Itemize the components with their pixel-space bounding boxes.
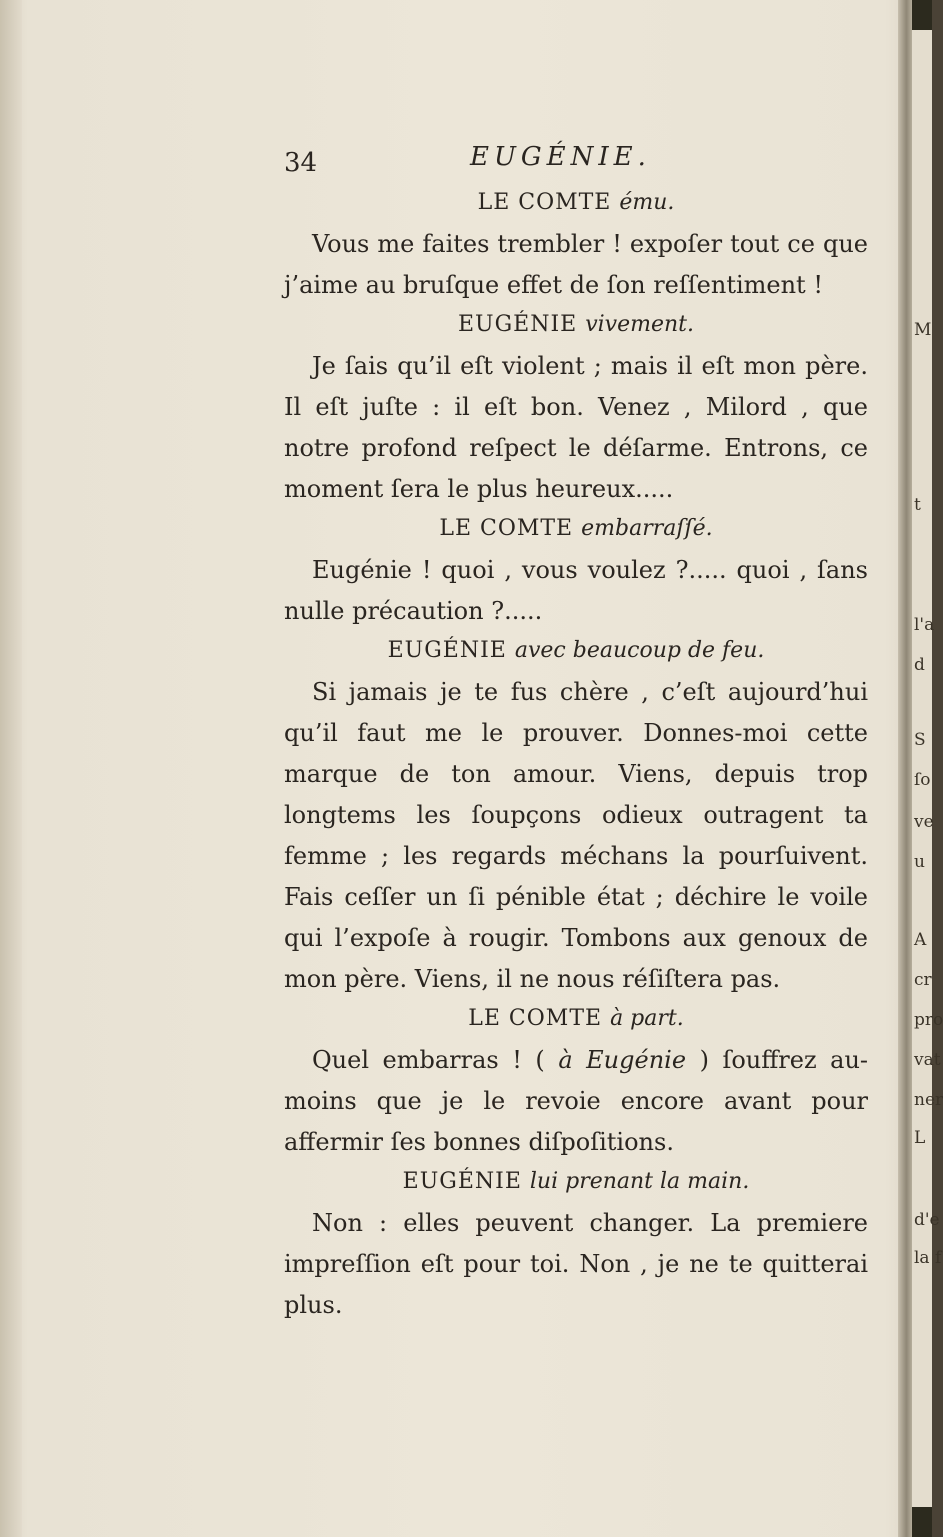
speech-paragraph: Non : elles peuvent changer. La premiere impreſſion eſt pour toi. Non , je ne te quitterai plus. [284, 1209, 868, 1319]
adjacent-text-fragment: pro [914, 1010, 943, 1030]
adjacent-text-fragment: ve [914, 812, 934, 832]
speaker-name: LE COMTE [468, 1006, 603, 1031]
speaker-heading [284, 188, 868, 218]
stage-direction: à part. [610, 1006, 684, 1031]
adjacent-text-fragment: vat [914, 1050, 941, 1070]
adjacent-text-fragment: d'e [914, 1210, 940, 1230]
page-text-block [284, 140, 868, 1328]
speaker-heading [284, 636, 868, 666]
speech-paragraph [284, 1040, 868, 1163]
speech-text: Quel embarras ! ( [312, 1046, 545, 1074]
stage-direction: vivement. [585, 312, 695, 337]
speaker-name: EUGÉNIE [402, 1169, 522, 1194]
running-title: EUGÉNIE. [470, 142, 651, 172]
adjacent-text-fragment: ſo [914, 770, 931, 790]
speech-paragraph: Eugénie ! quoi , vous voulez ?..... quoi , ſans nulle précaution ?..... [284, 556, 868, 625]
speaker-heading [284, 1004, 868, 1034]
adjacent-text-fragment: M [914, 320, 932, 340]
speech-paragraph: Si jamais je te fus chère , c’eſt aujourd’hui qu’il faut me le prouver. Donnes-moi cette marque de ton amour. Viens, depuis trop longtems les ſoupçons odieux outragent ta femme ; les regards méchans la pourſuivent. Fais ceſſer un ſi pénible état ; déchire le voile qui l’expoſe à rougir. Tombons aux genoux de mon père. Viens, il ne nous réſiſtera pas. [284, 678, 868, 993]
adjacent-text-fragment: t [914, 495, 921, 515]
speaker-name: EUGÉNIE [457, 312, 578, 337]
adjacent-text-fragment: d [914, 655, 925, 675]
speech-text: ) ſouffrez au-moins que je le revoie encore avant pour affermir ſes bonnes diſpoſitions. [284, 1046, 869, 1156]
stage-direction: embarraſſé. [581, 516, 713, 541]
aside-direction: à Eugénie [544, 1046, 700, 1074]
adjacent-text-fragment: L [914, 1128, 926, 1148]
adjacent-page-edge [912, 0, 943, 1537]
running-head [284, 140, 868, 184]
speaker-heading [284, 310, 868, 340]
adjacent-text-fragment: u [914, 852, 925, 872]
speech-paragraph: Je ſais qu’il eſt violent ; mais il eſt mon père. Il eſt juſte : il eſt bon. Venez , Milord , que notre profond reſpect le déſarme. Entrons, ce moment ſera le plus heureux..... [284, 352, 868, 503]
speaker-name: LE COMTE [439, 516, 574, 541]
binding-mark [912, 0, 932, 30]
adjacent-text-fragment: l'a [914, 615, 935, 635]
adjacent-text-fragment: S [914, 730, 926, 750]
page-left-edge [0, 0, 22, 1537]
binding-mark [912, 1507, 932, 1537]
adjacent-text-fragment: ner [914, 1090, 943, 1110]
speaker-heading [284, 514, 868, 544]
stage-direction: avec beaucoup de feu. [514, 638, 765, 663]
speaker-name: EUGÉNIE [387, 638, 507, 663]
speech-paragraph: Vous me faites trembler ! expoſer tout ce que j’aime au bruſque effet de ſon reſſentiment ! [284, 230, 868, 299]
stage-direction: lui prenant la main. [529, 1169, 750, 1194]
adjacent-text-fragment: la f [914, 1248, 942, 1268]
book-gutter [898, 0, 912, 1537]
speaker-name: LE COMTE [477, 190, 612, 215]
adjacent-text-fragment: cr [914, 970, 932, 990]
adjacent-text-fragment: A [914, 930, 927, 950]
page-number: 34 [284, 148, 318, 178]
stage-direction: ému. [619, 190, 675, 215]
speaker-heading [284, 1167, 868, 1197]
